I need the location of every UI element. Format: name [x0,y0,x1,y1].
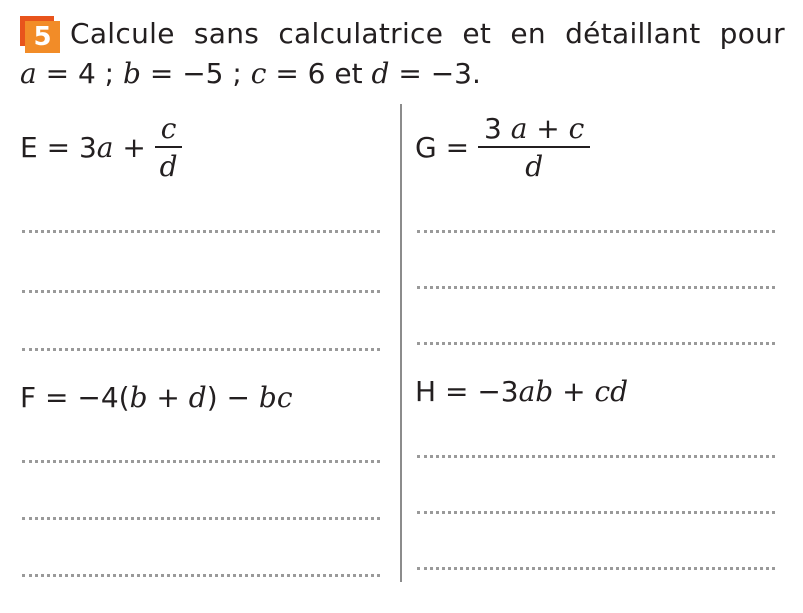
instruction-line-2 [20,54,481,94]
expression-f [20,378,293,418]
expr-g-num-a: a [510,112,528,145]
expr-h-lhs: H = −3 [415,375,519,408]
expr-h-plus: + [553,375,595,408]
value-c: = 6 et [266,57,372,90]
expr-f-bc: bc [258,381,293,414]
expr-f-close: ) − [206,381,259,414]
expression-e [20,112,182,186]
var-d: d [371,57,390,90]
expression-h [415,372,628,412]
answer-line-f-3[interactable] [22,574,380,577]
answer-line-h-3[interactable] [417,567,775,570]
expr-e-plus: + [113,131,155,164]
answer-line-f-2[interactable] [22,517,380,520]
expr-e-lhs: E = 3 [20,131,97,164]
expr-e-numerator: c [160,112,177,145]
answer-line-e-3[interactable] [22,348,380,351]
expr-h-ab: ab [518,375,554,408]
expr-g-numerator [478,112,590,146]
expr-g-num-plus: + [527,112,569,145]
var-a: a [20,57,37,90]
expr-g-denominator: d [525,150,544,183]
value-d: = −3. [389,57,481,90]
value-a: = 4 ; [36,57,124,90]
expr-f-d: d [188,381,207,414]
column-divider [400,104,402,582]
expression-g [415,112,590,186]
expr-g-num-3: 3 [483,112,502,145]
var-c: c [250,57,267,90]
var-b: b [123,57,141,90]
answer-line-h-2[interactable] [417,511,775,514]
exercise-number: 5 [25,21,60,53]
answer-line-e-2[interactable] [22,290,380,293]
exercise-number-badge [20,16,60,52]
expr-h-cd: cd [594,375,629,408]
expr-g-lhs: G = [415,131,478,164]
value-b: = −5 ; [140,57,251,90]
expr-f-plus: + [147,381,189,414]
expr-f-lhs: F = −4( [20,381,130,414]
answer-line-g-2[interactable] [417,286,775,289]
expr-e-fraction [155,112,183,186]
expr-g-fraction [478,112,590,186]
answer-line-f-1[interactable] [22,460,380,463]
expr-g-num-c: c [568,112,585,145]
instruction-line-1: Calcule sans calculatrice et en détaillant pour [70,17,785,50]
answer-line-e-1[interactable] [22,230,380,233]
expr-e-a: a [96,131,114,164]
answer-line-h-1[interactable] [417,455,775,458]
expr-e-denominator: d [159,150,178,183]
expr-f-b: b [129,381,148,414]
answer-line-g-1[interactable] [417,230,775,233]
answer-line-g-3[interactable] [417,342,775,345]
